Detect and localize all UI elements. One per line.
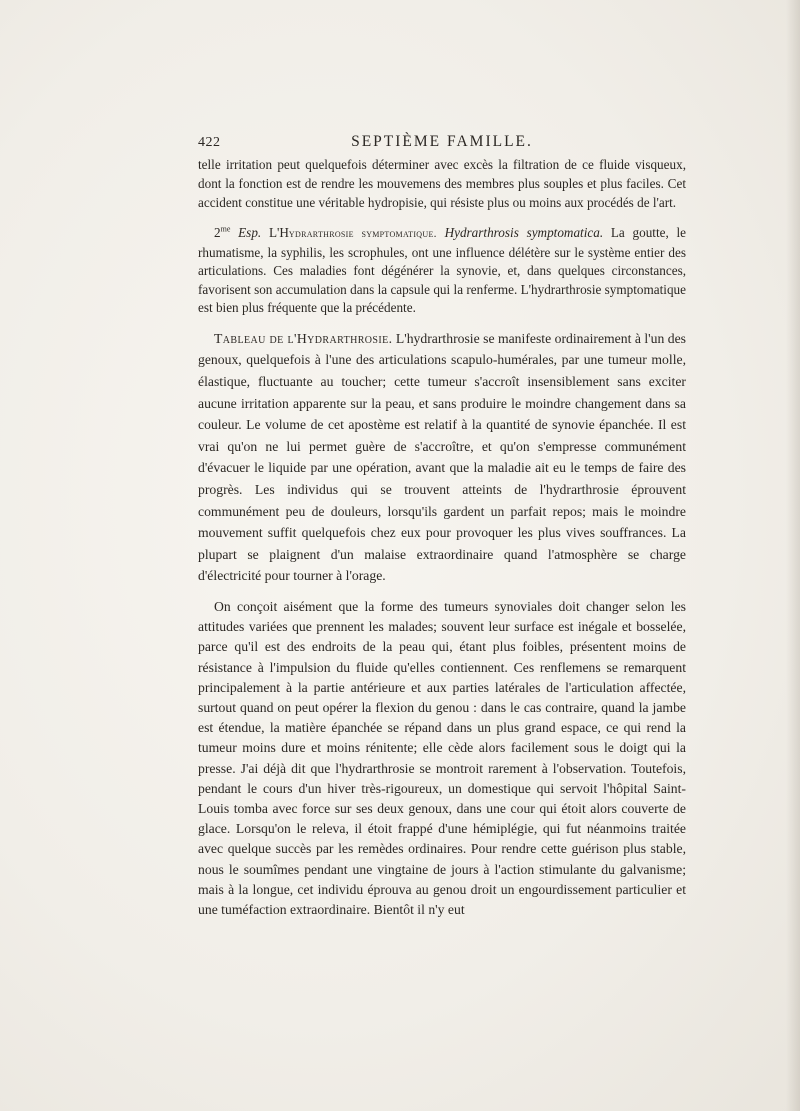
species-latin-name: Hydrarthrosis symptomatica. <box>444 225 604 241</box>
tableau-text: L'hydrarthrosie se manifeste ordinairement à l'un des genoux, quelquefois à l'une des articulations scapulo-humérales, par une tumeur molle, élastique, fluctuante au toucher; cette tumeur s'accroît insensiblement sans exciter aucune irritation apparente sur la peau, et sans produire le moindre changement dans sa couleur. Le volume de cet apostème est relatif à la quantité de synovie épanchée. Il est vrai qu'on ne lui permet guère de s'accroître, et qu'on s'empresse communément d'évacuer le liquide par une opération, avant que la maladie ait eu le temps de faire des progrès. Les individus qui se trouvent atteints de l'hydrarthrosie éprouvent communément peu de douleurs, lorsqu'ils gardent un parfait repos; mais le moindre mouvement suffit quelquefois chez eux pour provoquer les plus vives souffrances. La plupart se plaignent d'un malaise extraordinaire quand l'atmosphère se charge d'électricité pour tourner à l'orage. <box>198 330 686 584</box>
page-number: 422 <box>198 135 221 150</box>
species-name-lead: L'H <box>268 225 289 241</box>
species-number-suffix: me <box>220 225 231 234</box>
page-edge-shadow <box>786 0 800 1111</box>
species-abbrev: Esp. <box>238 225 262 241</box>
paragraph-continuation: telle irritation peut quelquefois déterminer avec excès la filtration de ce fluide visqueux, dont la fonction est de rendre les mouvemens des membres plus souples et plus faciles. Cet accident constitue une véritable hydropisie, qui résiste plus ou moins aux procédés de l'art. <box>198 157 686 210</box>
body-text <box>198 156 686 920</box>
paragraph-tableau <box>198 328 686 587</box>
page-header <box>198 133 686 155</box>
paragraph-species-2 <box>198 224 686 318</box>
species-number: 2 <box>214 225 221 241</box>
species-description: La goutte, le rhumatisme, la syphilis, les scrophules, ont une influence délétère sur le système entier des articulations. Ces maladies font dégénérer la synovie, et, dans quelques circonstances, favorisent son accumulation dans la capsule qui la renferme. L'hydrarthrosie symptomatique est bien plus fréquente que la précédente. <box>198 225 687 316</box>
paragraph-tumeurs: On conçoit aisément que la forme des tumeurs synoviales doit changer selon les attitudes variées que prennent les malades; souvent leur surface est inégale et bosselée, parce qu'il est des endroits de la peau qui, étant plus foibles, présentent moins de résistance à l'impulsion du fluide qu'elles contiennent. Ces renflemens se remarquent principalement à la partie antérieure et aux parties latérales de l'articulation affectée, surtout quand on peut opérer la flexion du genou : dans le cas contraire, quand la jambe est étendue, la matière épanchée se répand dans un plus grand espace, ce qui rend la tumeur moins dure et moins rénitente; elle cède alors facilement sous le doigt qui la presse. J'ai déjà dit que l'hydrarthrosie se montroit rarement à l'observation. Toutefois, pendant le cours d'un hiver très-rigoureux, un domestique qui servoit l'hôpital Saint-Louis tomba avec force sur ses deux genoux, dans une cour qui étoit alors couverte de glace. Lorsqu'on le releva, il étoit frappé d'une hémiplégie, qui fut néanmoins traitée avec quelque succès par les remèdes ordinaires. Pour rendre cette guérison plus stable, nous le soumîmes pendant une vingtaine de jours à l'action stimulante du galvanisme; mais à la longue, cet individu éprouva au genou droit un engourdissement particulier et une tuméfaction extraordinaire. Bientôt il n'y eut <box>198 599 686 918</box>
tableau-heading: Tableau de l'Hydrarthrosie. <box>214 330 393 346</box>
running-head: SEPTIÈME FAMILLE. <box>351 133 533 150</box>
species-name-rest: ydrarthrosie symptomatique. <box>288 228 437 241</box>
